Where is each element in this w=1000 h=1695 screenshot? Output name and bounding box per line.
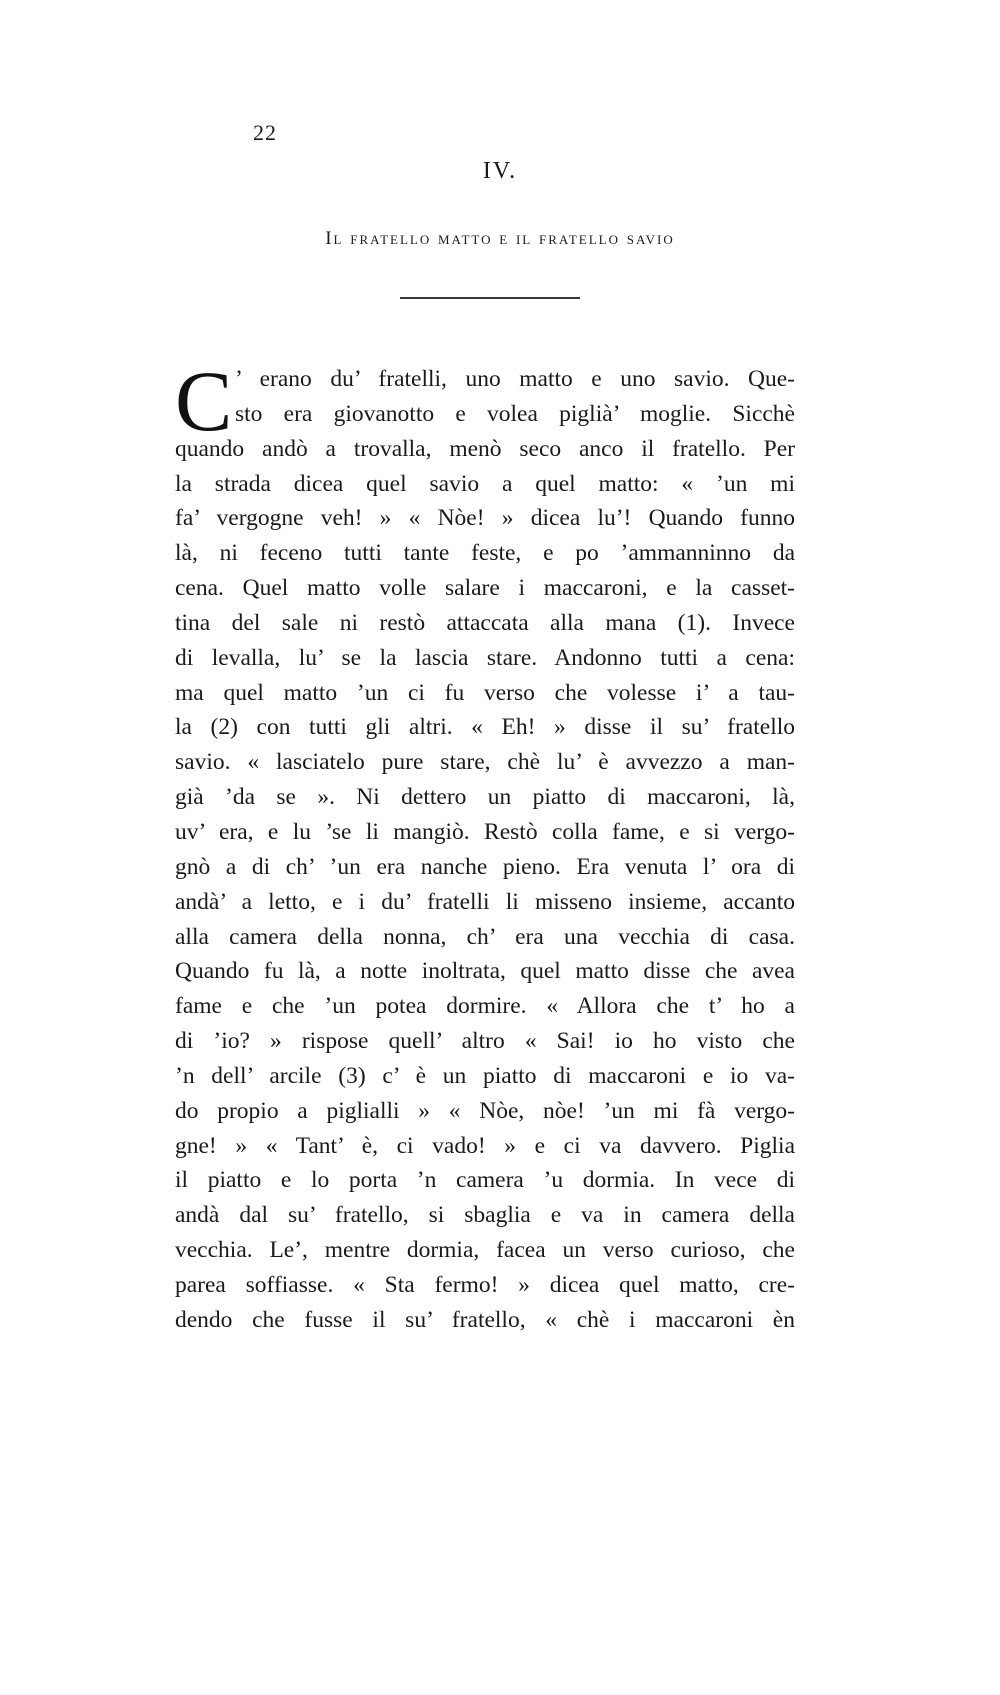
text-line: fame e che ’un potea dormire. « Allora che t’ ho a: [175, 993, 795, 1020]
text-line: savio. « lasciatelo pure stare, chè lu’ è avvezzo a man-: [175, 749, 795, 776]
text-line: gne! » « Tant’ è, ci vado! » e ci va davvero. Piglia: [175, 1132, 795, 1159]
text-line: fa’ vergogne veh! » « Nòe! » dicea lu’! Quando funno: [175, 505, 795, 532]
text-line: andà’ a letto, e i du’ fratelli li misseno insieme, accanto: [175, 888, 795, 915]
page-number: 22: [253, 120, 277, 145]
text-line: andà dal su’ fratello, si sbaglia e va in camera della: [175, 1202, 795, 1229]
text-line: vecchia. Le’, mentre dormia, facea un verso curioso, che: [175, 1237, 795, 1264]
chapter-number: IV.: [482, 158, 518, 184]
text-line: parea soffiasse. « Sta fermo! » dicea quel matto, cre-: [175, 1271, 795, 1298]
text-line: uv’ era, e lu ’se li mangiò. Restò colla fame, e si vergo-: [175, 818, 795, 845]
drop-cap: C: [175, 353, 233, 449]
text-line: ma quel matto ’un ci fu verso che volesse i’ a tau-: [175, 679, 795, 706]
text-line: di levalla, lu’ se la lascia stare. Andonno tutti a cena:: [175, 644, 795, 671]
text-line: alla camera della nonna, ch’ era una vecchia di casa.: [175, 923, 795, 950]
text-line: di ’io? » rispose quell’ altro « Sai! io ho visto che: [175, 1028, 795, 1055]
text-line: la strada dicea quel savio a quel matto: « ’un mi: [175, 470, 795, 497]
text-line: sto era giovanotto e volea piglià’ moglie. Sicchè: [235, 400, 795, 427]
text-line: il piatto e lo porta ’n camera ’u dormia. In vece di: [175, 1167, 795, 1194]
text-line: la (2) con tutti gli altri. « Eh! » disse il su’ fratello: [175, 714, 795, 741]
text-line: cena. Quel matto volle salare i maccaroni, e la casset-: [175, 575, 795, 602]
text-line: ’ erano du’ fratelli, uno matto e uno savio. Que-: [235, 366, 795, 392]
chapter-title: Il fratello matto e il fratello savio: [325, 228, 675, 249]
title-rule: [400, 297, 580, 299]
text-line: già ’da se ». Ni dettero un piatto di maccaroni, là,: [175, 784, 795, 811]
text-line: là, ni feceno tutti tante feste, e po ’ammanninno da: [175, 540, 795, 567]
body-text: [175, 362, 795, 1338]
text-line: dendo che fusse il su’ fratello, « chè i maccaroni èn: [175, 1306, 795, 1333]
text-line: gnò a di ch’ ’un era nanche pieno. Era venuta l’ ora di: [175, 853, 795, 880]
text-line: tina del sale ni restò attaccata alla mana (1). Invece: [175, 609, 795, 636]
text-line: quando andò a trovalla, menò seco anco il fratello. Per: [175, 435, 795, 462]
text-line: Quando fu là, a notte inoltrata, quel matto disse che avea: [175, 958, 795, 985]
text-line: do propio a piglialli » « Nòe, nòe! ’un mi fà vergo-: [175, 1097, 795, 1124]
text-line: ’n dell’ arcile (3) c’ è un piatto di maccaroni e io va-: [175, 1062, 795, 1089]
